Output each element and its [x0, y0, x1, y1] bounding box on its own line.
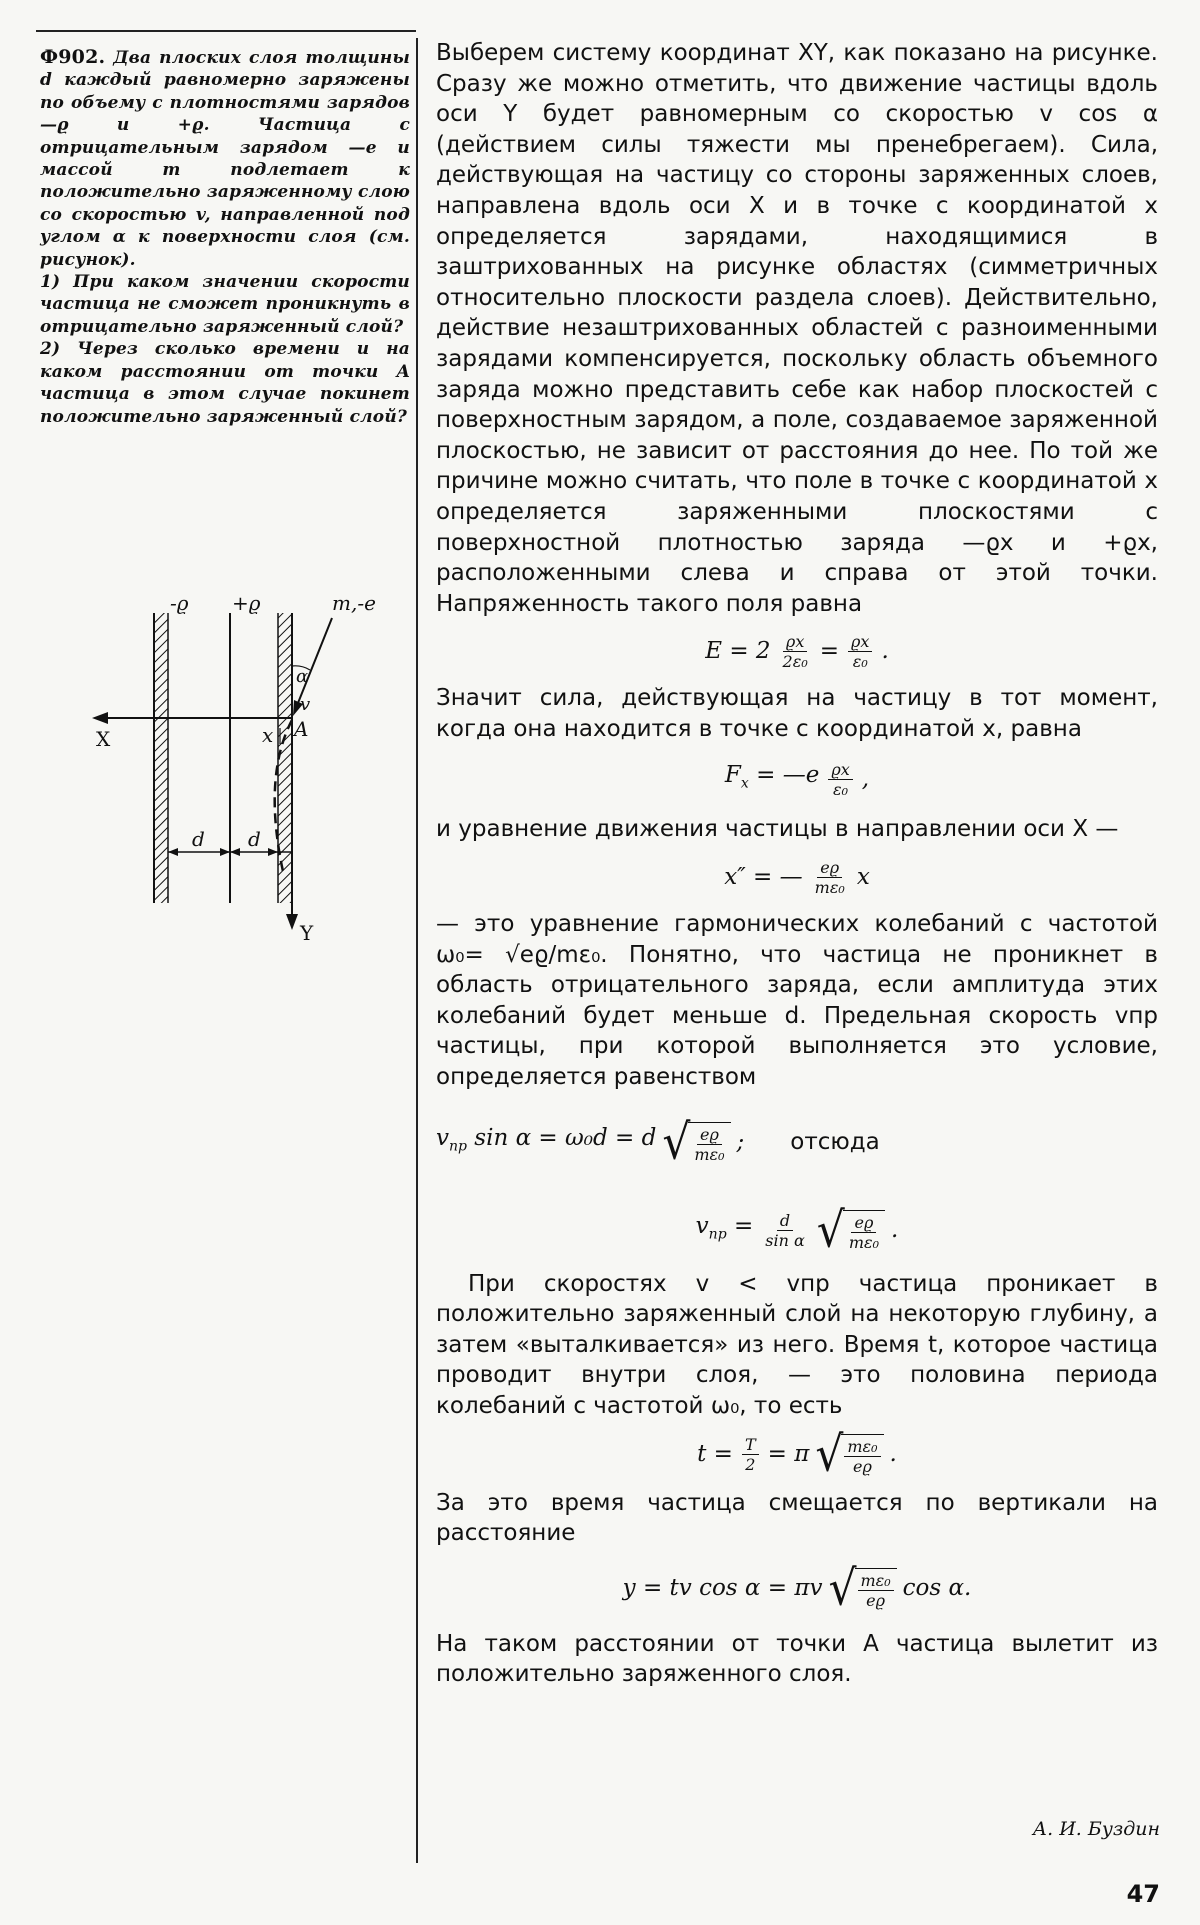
label-X: X — [96, 727, 111, 751]
equation-motion: x″ = — $\frac{eϱ}{\text{mε₀}}$ x — [724, 857, 870, 897]
dim-arrow — [220, 848, 230, 856]
solution-paragraph-3: и уравнение движения частицы в направлении оси X — — [436, 816, 1119, 843]
solution-paragraph-5: При скоростях v < vпр частица проникает в положительно заряженный слой на некоторую глубину, а затем «выталкивается» из него. Время t, которое частица проводит внутри слоя, — это половина периода колебаний с частотой ω₀, то есть — [436, 1270, 1158, 1419]
right-hatched-region — [278, 613, 292, 903]
problem-column — [36, 38, 418, 1863]
dim-arrow — [230, 848, 240, 856]
equation-word-otsyuda: отсюда — [790, 1129, 880, 1156]
layers-diagram — [70, 568, 450, 958]
label-d2: d — [248, 827, 261, 851]
solution-column — [436, 38, 1158, 1690]
label-v: v — [300, 694, 311, 715]
solution-paragraph-6: За это время частица смещается по вертикали на расстояние — [436, 1489, 1158, 1547]
solution-paragraph-4: — это уравнение гармонических колебаний с частотой ω₀= √eϱ/mε₀. Понятно, что частица не проникнет в область отрицательного заряда, если амплитуда этих колебаний будет меньше d. Предельная скорость vпр частицы, при которой выполняется это условие, определяется равенством — [436, 911, 1158, 1091]
author-signature: А. И. Буздин — [1032, 1818, 1160, 1840]
label-alpha: α — [296, 666, 309, 687]
label-d1: d — [192, 827, 205, 851]
problem-statement — [40, 46, 410, 428]
solution-paragraph-1: Выберем систему координат XY, как показано на рисунке. Сразу же можно отметить, что движение частицы вдоль оси Y будет равномерным со скоростью v cos α (действием силы тяжести мы пренебрегаем). Сила, действующая на частицу со стороны заряженных слоев, направлена вдоль оси X и в точке с координатой x определяется зарядами, находящимися в заштрихованных на рисунке областях (симметричных относительно плоскости раздела слоев). Действительно, действие незаштрихованных областей с разноименными зарядами компенсируется, поскольку область объемного заряда можно представить себе как набор плоскостей с поверхностным зарядом, а поле, создаваемое заряженной плоскостью, не зависит от расстояния до нее. По той же причине можно считать, что поле в точке с координатой x определяется заряженными плоскостями с поверхностной плотностью заряда —ϱx и +ϱx, расположенными слева и справа от этой точки. Напряженность такого поля равна — [436, 40, 1158, 617]
label-A: A — [294, 717, 309, 741]
question-2: 2) Через сколько времени и на каком расстоянии от точки A частица в этом случае покинет положительно заряженный слой? — [40, 339, 410, 427]
problem-text: Два плоских слоя толщины d каждый равномерно заряжены по объему с плотностями зарядов —ϱ и +ϱ. Частица с отрицательным зарядом —e и массой m подлетает к положительно заряженному слою со скоростью v, направленной под углом α к поверхности слоя (см. рисунок). — [40, 48, 410, 270]
x-axis-arrow — [92, 712, 108, 724]
question-1: 1) При каком значении скорости частица не сможет проникнуть в отрицательно заряженный слой? — [40, 272, 410, 337]
problem-number: Ф902. — [40, 46, 106, 68]
y-axis-arrow — [286, 914, 298, 930]
equation-limit-velocity: $v_{пр}$ sin α = ω₀d = d √ $\frac{eϱ}{\text{mε₀}}$ ; отсюда — [436, 1114, 880, 1171]
solution-paragraph-2: Значит сила, действующая на частицу в тот момент, когда она находится в точке с координатой x, равна — [436, 685, 1158, 742]
equation-field: E = 2 $\frac{ϱx}{\text{2ε₀}}$ = $\frac{ϱx}{\text{ε₀}}$ . — [705, 631, 889, 671]
equation-force: $F_x$ = —e $\frac{ϱx}{\text{ε₀}}$ , — [724, 759, 870, 799]
dim-arrow — [268, 848, 278, 856]
label-plus-rho: +ϱ — [232, 591, 261, 615]
left-hatched-region — [154, 613, 168, 903]
solution-paragraph-7: На таком расстоянии от точки A частица вылетит из положительно заряженного слоя. — [436, 1630, 1158, 1688]
equation-displacement: y = tv cos α = πv √ $\frac{\text{mε₀}}{eϱ}$ cos α. — [622, 1560, 972, 1617]
top-rule — [36, 30, 416, 32]
label-x: x — [262, 723, 274, 747]
label-particle: m,-e — [332, 591, 376, 615]
equation-v-limit: $v_{пр}$ = $\frac{d}{\text{sin α}}$ √ $\frac{eϱ}{\text{mε₀}}$ . — [695, 1202, 899, 1259]
label-Y: Y — [300, 921, 314, 945]
page-number: 47 — [1126, 1880, 1160, 1908]
equation-time: t = $\frac{T}{2}$ = π √ $\frac{\text{mε₀}}{eϱ}$ . — [697, 1425, 897, 1483]
label-minus-rho: -ϱ — [170, 591, 189, 615]
dim-arrow — [168, 848, 178, 856]
